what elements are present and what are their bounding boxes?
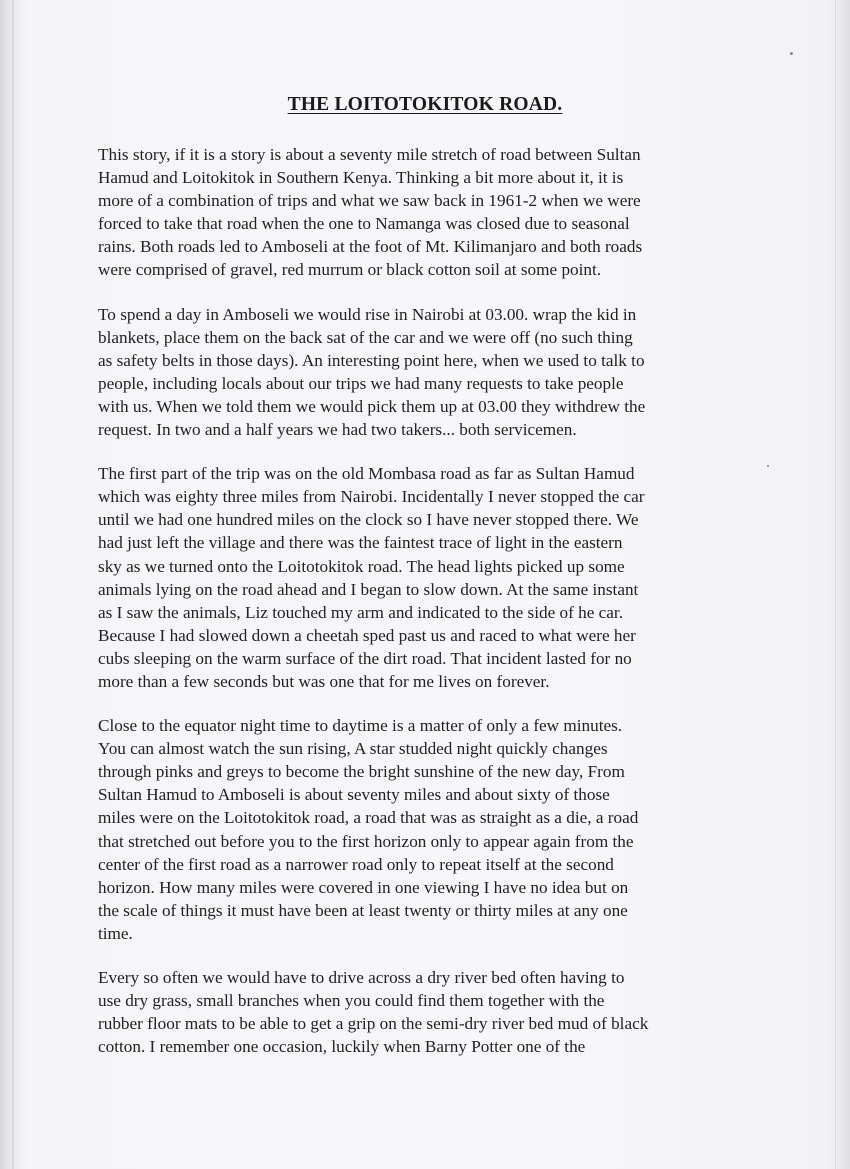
paragraph-3 xyxy=(98,462,798,693)
page-left-crease xyxy=(12,0,14,1169)
text-line: had just left the village and there was the faintest trace of light in the eastern xyxy=(98,533,623,553)
text-line: Hamud and Loitokitok in Southern Kenya. Thinking a bit more about it, it is xyxy=(98,168,624,188)
text-line: people, including locals about our trips we had many requests to take people xyxy=(98,373,624,393)
paragraph-2 xyxy=(98,303,798,442)
text-line: rubber floor mats to be able to get a grip on the semi-dry river bed mud of black xyxy=(98,1014,649,1034)
text-line: Sultan Hamud to Amboseli is about seventy miles and about sixty of those xyxy=(98,785,610,805)
text-line: You can almost watch the sun rising, A star studded night quickly changes xyxy=(98,739,608,759)
text-line: through pinks and greys to become the bright sunshine of the new day, From xyxy=(98,762,625,782)
text-line: more than a few seconds but was one that for me lives on forever. xyxy=(98,671,550,691)
text-line: Because I had slowed down a cheetah sped past us and raced to what were her xyxy=(98,625,636,645)
text-line: cubs sleeping on the warm surface of the dirt road. That incident lasted for no xyxy=(98,648,632,668)
text-line: which was eighty three miles from Nairobi. Incidentally I never stopped the car xyxy=(98,487,645,507)
text-line: rains. Both roads led to Amboseli at the foot of Mt. Kilimanjaro and both roads xyxy=(98,237,643,257)
text-line: miles were on the Loitotokitok road, a road that was as straight as a die, a road xyxy=(98,808,639,828)
text-line: as I saw the animals, Liz touched my arm and indicated to the side of he car. xyxy=(98,602,623,622)
text-line: Close to the equator night time to daytime is a matter of only a few minutes. xyxy=(98,716,623,736)
paragraph-1 xyxy=(98,143,798,282)
text-line: Every so often we would have to drive across a dry river bed often having to xyxy=(98,968,625,987)
document-title: THE LOITOTOKITOK ROAD. xyxy=(287,94,563,115)
text-line: The first part of the trip was on the old Mombasa road as far as Sultan Hamud xyxy=(98,464,635,484)
text-line: blankets, place them on the back sat of the car and we were off (no such thing xyxy=(98,327,633,347)
text-line: until we had one hundred miles on the clock so I have never stopped there. We xyxy=(98,510,639,530)
text-line: more of a combination of trips and what we saw back in 1961-2 when we were xyxy=(98,191,641,211)
text-line: horizon. How many miles were covered in one viewing I have no idea but on xyxy=(98,877,629,897)
text-line: cotton. I remember one occasion, luckily when Barny Potter one of the xyxy=(98,1037,586,1057)
text-line: This story, if it is a story is about a seventy mile stretch of road between Sultan xyxy=(98,145,641,164)
paragraph-5 xyxy=(98,966,798,1058)
text-line: time. xyxy=(98,923,133,943)
text-line: center of the first road as a narrower road only to repeat itself at the second xyxy=(98,854,614,874)
text-line: request. In two and a half years we had two takers... both servicemen. xyxy=(98,420,577,440)
text-line: sky as we turned onto the Loitotokitok road. The head lights picked up some xyxy=(98,556,625,576)
paragraph-4 xyxy=(98,714,798,945)
text-line: use dry grass, small branches when you could find them together with the xyxy=(98,991,605,1011)
page-left-shadow xyxy=(0,0,20,1169)
page-right-crease xyxy=(835,0,836,1169)
text-line: animals lying on the road ahead and I began to slow down. At the same instant xyxy=(98,579,639,599)
text-line: with us. When we told them we would pick them up at 03.00 they withdrew the xyxy=(98,396,646,416)
text-line: forced to take that road when the one to Namanga was closed due to seasonal xyxy=(98,214,630,234)
document-body xyxy=(98,143,798,1079)
text-line: were comprised of gravel, red murrum or black cotton soil at some point. xyxy=(98,260,602,280)
text-line: To spend a day in Amboseli we would rise in Nairobi at 03.00. wrap the kid in xyxy=(98,304,637,324)
scan-speck xyxy=(790,52,793,55)
page-right-shadow xyxy=(828,0,850,1169)
text-line: the scale of things it must have been at least twenty or thirty miles at any one xyxy=(98,900,628,920)
text-line: as safety belts in those days). An interesting point here, when we used to talk to xyxy=(98,350,645,370)
text-line: that stretched out before you to the first horizon only to appear again from the xyxy=(98,831,634,851)
